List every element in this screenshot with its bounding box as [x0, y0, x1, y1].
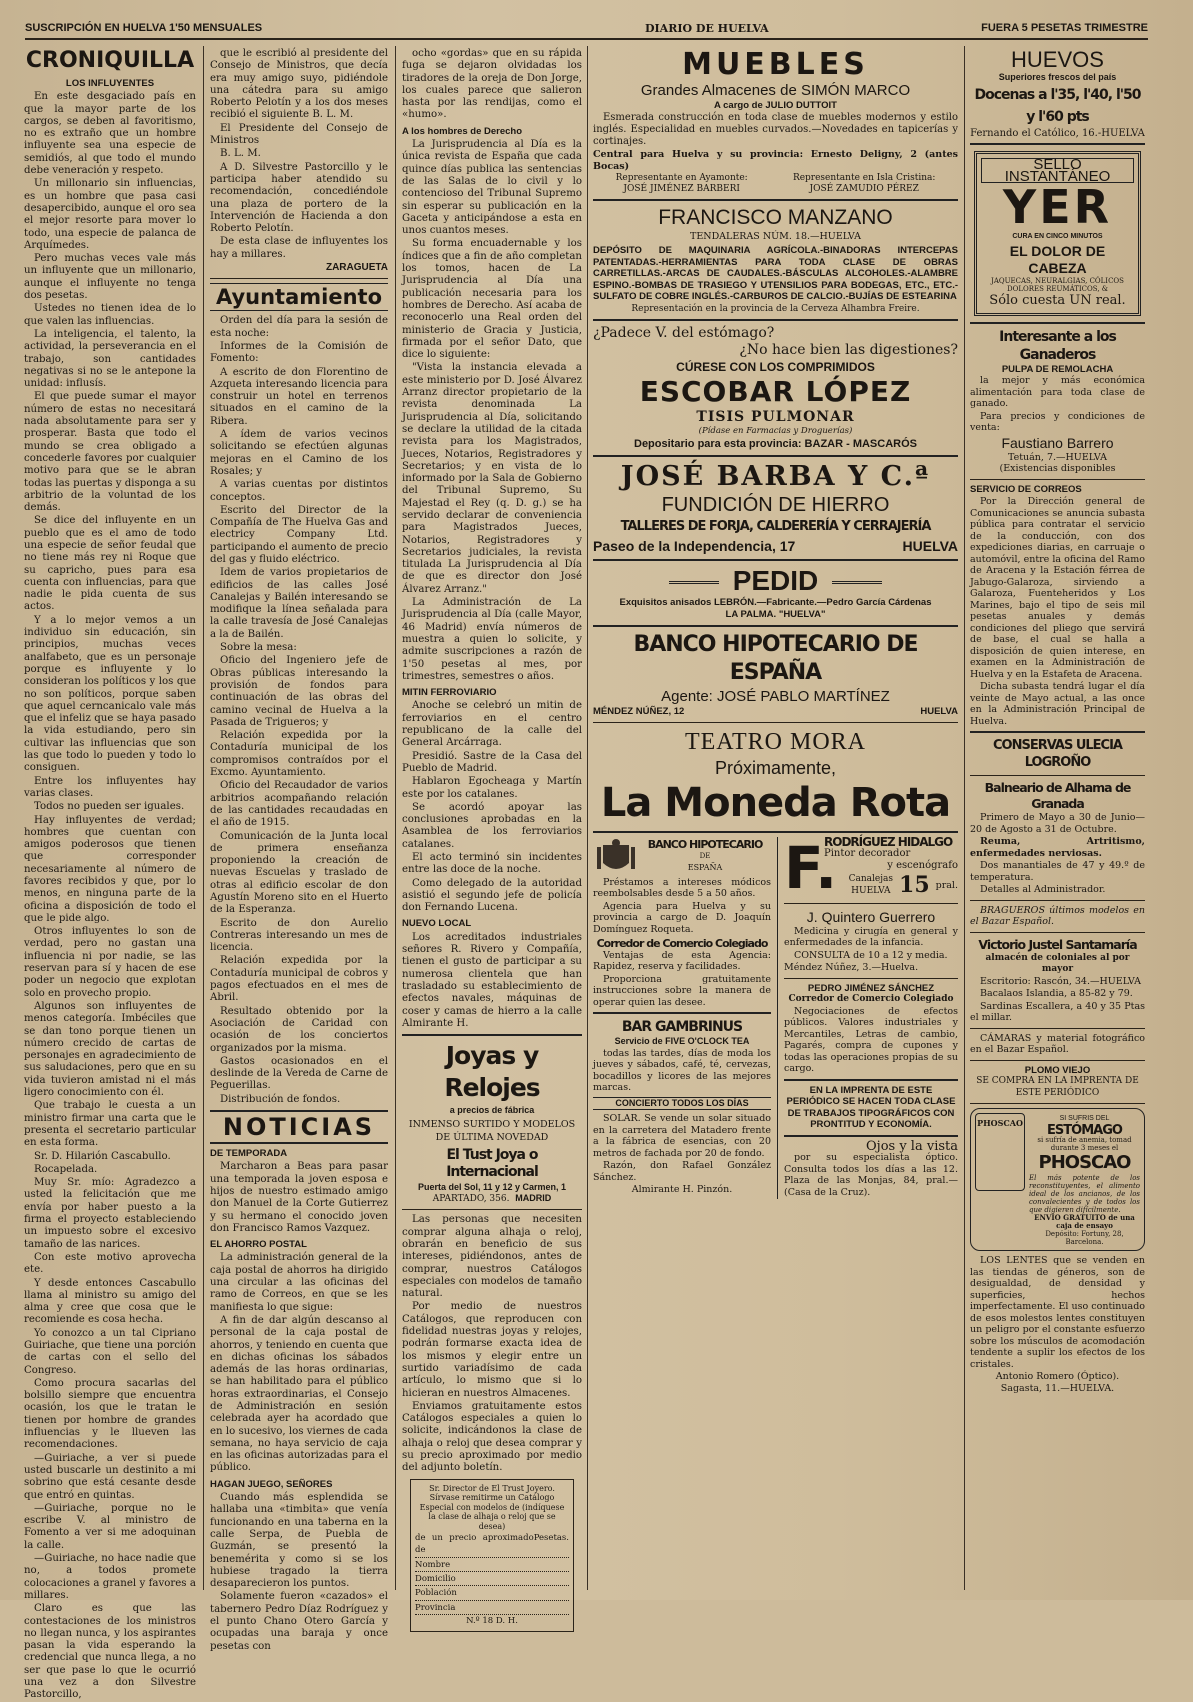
jimenez-text: Negociaciones de efectos públicos. Valores industriales y Mercantiles, Letras de cambio, Pagarés, compra de cupones y todas las operaciones propias de su cargo.: [784, 1005, 958, 1074]
yer-title: YER: [1002, 180, 1113, 234]
paragraph: A D. Silvestre Pastorcillo y le participa haber atendido su recomendación, concediéndole una plaza de portero de la Intervención de Hacienda a don Roberto Pelotín.: [210, 161, 388, 235]
justel-title: Victorio Justel Santamaría: [978, 936, 1137, 952]
divider: [402, 1034, 582, 1036]
rodriguez-text-block: [824, 834, 958, 899]
divider: [402, 1209, 582, 1210]
form-intro: Sr. Director de El Trust Joyero. Sírvase remitirme un Catálogo Especial con modelos de (indíquese la clase de alhaja o reloj que se desea): [419, 1483, 565, 1531]
rodriguez-title: RODRÍGUEZ HIDALGO: [824, 834, 953, 849]
corredor-title: Corredor de Comercio Colegiado: [596, 937, 768, 950]
paragraph: Oficio del Ingeniero jefe de Obras públicas interesando la provisión de fondos para continuación de las obras del camino vecinal de Huelva a la Pasada de Trigueros; y: [210, 655, 388, 728]
muebles-store: Grandes Almacenes de SIMÓN MARCO: [640, 82, 911, 99]
muebles-cargo: A cargo de JULIO DUTTOIT: [714, 100, 837, 111]
paragraph: Se dice del influyente en un pueblo que es el amo de todo una especie de señor feudal que no tiene más rey ni Roque que su capricho, pues para esa cuenta con influencias, para que nadie le pida cuenta de sus actos.: [24, 515, 196, 613]
form-label: Nombre: [415, 1559, 451, 1570]
rep-title: Representante en Ayamonte:: [615, 173, 748, 183]
yer-cura: CURA EN CINCO MINUTOS: [1012, 233, 1103, 240]
paragraph: Como delegado de la autoridad asistió el segundo jefe de policía don Fernando Lucena.: [402, 877, 582, 914]
ganaderos-text: la mejor y más económica alimentación para toda clase de ganado.: [970, 375, 1145, 409]
paragraph: La Jurisprudencia al Día es la única revista de España que cada quince días publica las sentencias de las Salas de lo civil y lo contencioso del Tribunal Supremo sin esperar su publicación en la Gaceta y anticipándose a esta en unos cuantos meses.: [402, 139, 582, 237]
paragraph: B. L. M.: [220, 148, 261, 160]
paragraph: Gastos ocasionados en el deslinde de la Vereda de Carne de Peguerillas.: [210, 1055, 388, 1092]
banco-address: MÉNDEZ NÚÑEZ, 12: [593, 705, 685, 717]
header-right: FUERA 5 PESETAS TRIMESTRE: [981, 22, 1148, 34]
paragraph: Algunos son influyentes de menos categoría. Imbéciles que se dan tono porque tienen un número crecido de cartas de personajes en agradecimiento de sus saludaciones, pero que en su vida tuvieron amistad ni el más ligero conocimiento con él.: [24, 1000, 196, 1099]
news-body: [210, 1492, 388, 1653]
local-text: Los acreditados industriales señores R. Rivero y Compañía, tienen el gusto de participar a su numerosa clientela que han trasladado su establecimiento de efectos navales, máquinas de coser y camas de hierro a la calle Almirante H.: [402, 931, 582, 1029]
divider: [593, 625, 958, 627]
quintero-address: Méndez Núñez, 3.—Huelva.: [784, 962, 919, 973]
ayuntamiento-title: Ayuntamiento: [210, 283, 388, 311]
divider: [970, 1103, 1145, 1104]
corredor-text: Ventajas de esta Agencia: Rapidez, reserva y facilidades.: [593, 949, 771, 972]
divider: [784, 903, 958, 904]
column-croniquilla: [24, 48, 196, 1701]
rep-name: JOSÉ ZAMUDIO PÉREZ: [809, 184, 919, 194]
escobar-subtitle: TISIS PULMONAR: [696, 408, 855, 425]
rep-name: JOSÉ JIMÉNEZ BARBERI: [623, 184, 740, 194]
paragraph: La Administración de La Jurisprudencia al Día (calle Mayor, 46 Madrid) envía números de muestra a quien lo solicite, y admite suscripciones a razón de 1'50 pesetas al mes, por trimestres, semestres o años.: [402, 597, 582, 682]
paragraph: La inteligencia, el talento, la actividad, la perseverancia en el trabajo, son cantidades negativas si no se le antepone la unidad: influsís.: [24, 328, 196, 390]
paragraph: A ídem de varios vecinos solicitando se efectúen algunas mejoras en el Camino de los Rosales; y: [210, 429, 388, 477]
rodriguez-sub: Pintor decorador: [824, 848, 911, 859]
escobar-cure: CÚRESE CON LOS COMPRIMIDOS: [676, 359, 875, 374]
banco-title: BANCO HIPOTECARIO DE ESPAÑA: [633, 631, 918, 685]
column-rule: [395, 46, 396, 1590]
paragraph: Por la Dirección general de Comunicaciones se anuncia subasta pública para contratar el servicio de la conducción, con dos expediciones diarias, en carruaje o automóvil, entre la oficina del Ramo de Aracena y la Estación férrea de Jabugo-Galaroza, sirviendo a Galaroza, Fuenteheridos y Los Marines, bajo el tipo de seis mil pesetas anuales y demás condiciones del pliego que servirá de base, el cual se halla a disposición de quien interese, en examen en la Administración de Huelva y en la Estafeta de Aracena.: [970, 496, 1145, 680]
paragraph: Su forma encuadernable y los índices que a fin de año completan los tomos, hacen de La Jurisprudencia al Día una publicación necesaria para los hombres de Derecho. Así acaba de reconocerlo una Real orden del ministerio de Gracia y Justicia, firmada por el señor Dato, que dice lo siguiente:: [402, 238, 582, 361]
lentes-text: LOS LENTES que se venden en las tiendas de géneros, son de desigualdad, de densidad y superficies, hechos imperfectamente. El uso continuado de esos molestos lentes constituyen un peligro por el constante esfuerzo sobre los músculos de acomodación tendente a suplir los efectos de los cristales.: [970, 1255, 1145, 1370]
correos-heading: SERVICIO DE CORREOS: [970, 483, 1082, 495]
bragueros-text: BRAGUEROS últimos modelos en el Bazar Español.: [970, 904, 1145, 927]
paragraph: Resultado obtenido por la Asociación de Caridad con ocasión de los conciertos organizados por la misma.: [210, 1005, 388, 1054]
rep-ayamonte: [616, 173, 748, 195]
phoscao-package-icon: [975, 1113, 1025, 1191]
huevos-address: Fernando el Católico, 16.-HUELVA: [970, 127, 1145, 139]
ganaderos-subtitle: PULPA DE REMOLACHA: [1001, 363, 1114, 375]
divider: [784, 1079, 958, 1081]
divider: [970, 479, 1145, 480]
justel-text-2: Bacalaos Islandia, a 85-82 y 79.: [980, 988, 1133, 999]
banco2-de: DE: [699, 851, 711, 860]
banco2-country: ESPAÑA: [687, 863, 723, 873]
paragraph: Pero muchas veces vale más un influyente que un millonario, aunque el influyente no tenga dos pesetas.: [24, 253, 196, 302]
croniquilla-continuation: [210, 48, 388, 261]
muebles-text: Esmerada construcción en toda clase de muebles modernos y estilo inglés. Especialidad en muebles curvados.—Novedades en tapicerías y cortinajes.: [593, 112, 958, 147]
section-heading: NUEVO LOCAL: [402, 918, 472, 930]
rodriguez-address-block: [849, 874, 893, 897]
ganaderos-title: Interesante a los Ganaderos: [999, 328, 1116, 363]
paragraph: Sobre la mesa:: [220, 642, 297, 654]
paragraph: El que puede sumar el mayor número de estas no necesitará nada absolutamente para ser y prosperar. Basta que todo el mundo se crea obligado a concederle favores por cualquier motivo para que se le abran todas las puertas y disponga a su arbitrio de la voluntad de los demás.: [24, 391, 196, 514]
news-heading: HAGAN JUEGO, SEÑORES: [210, 1478, 333, 1490]
paragraph: Que trabajo le cuesta a un ministro firmar una carta que le presenta el secretario particular en esta forma.: [24, 1100, 196, 1149]
form-label: Provincia: [415, 1602, 456, 1613]
plomo-text: SE COMPRA EN LA IMPRENTA DE ESTE PERIÓDICO: [976, 1076, 1139, 1098]
vista-title: Ojos y la vista: [866, 1138, 958, 1154]
column-ads: [593, 48, 958, 1592]
quintero-text-2: CONSULTA de 10 a 12 y media.: [794, 949, 948, 961]
rep-title: Representante en Isla Cristina:: [792, 173, 936, 183]
yer-detail: JAQUECAS, NEURALGIAS, CÓLICOS DOLORES REUMÁTICOS, &: [991, 276, 1124, 293]
divider: [970, 322, 1145, 324]
huevos-price: Docenas a l'35, l'40, l'50 y l'60 pts: [974, 86, 1141, 125]
barba-subtitle-2: TALLERES DE FORJA, CALDERERÍA Y CERRAJERÍA: [620, 518, 931, 534]
ads-lower-grid: [593, 833, 958, 1200]
bar-subtitle: Servicio de FIVE O'CLOCK TEA: [614, 1036, 750, 1046]
signature: ZARAGUETA: [325, 262, 388, 274]
lentes-address: Sagasta, 11.—HUELVA.: [1000, 1382, 1115, 1394]
noticias-title: NOTICIAS: [210, 1110, 388, 1144]
barba-subtitle: FUNDICIÓN DE HIERRO: [661, 493, 890, 516]
news-text: Marcharon a Beas para pasar una temporada la joven esposa e hijos de nuestro estimado amigo don Manuel de la Corte Gutierrez y su hermano el conocido joven don Francisco Ramos Vazquez.: [210, 1161, 388, 1234]
quintero-text: Medicina y cirugía en general y enfermedades de la infancia.: [784, 925, 958, 948]
rodriguez-letter: F.: [784, 833, 838, 902]
coat-of-arms-icon: [593, 837, 639, 877]
phoscao-envio: ENVÍO GRATUITO de una caja de ensayo: [1034, 1213, 1135, 1230]
camaras-text: CÁMARAS y material fotográfico en el Bazar Español.: [970, 1032, 1145, 1055]
phoscao-package-label: PHOSCAO: [977, 1118, 1023, 1128]
rodriguez-number: 15: [899, 871, 930, 898]
manzano-rep: Representación en la provincia de la Cerveza Alhambra Freire.: [631, 303, 920, 314]
mitin-body: [402, 700, 582, 914]
teatro-play: La Moneda Rota: [600, 779, 951, 826]
form-number: N.º 18 D. H.: [466, 1615, 518, 1626]
joyas-store: El Tust Joya o Internacional: [446, 1147, 538, 1181]
paragraph: Un millonario sin influencias, es un hombre que pasa casi desapercibido, aunque el oro sea el mejor resorte para mover lo todo, una especie de palanca de Arquímedes.: [24, 178, 196, 251]
manzano-text: DEPÓSITO DE MAQUINARIA AGRÍCOLA.-BINADORAS INTERCEPAS PATENTADAS.-HERRAMIENTAS PARA TODA CLASE DE OBRAS CARRETILLAS.-ARCAS DE CAUDALES.-BÁSCULAS ALCOHOLES.-ALAMBRE ESPINO.-BOMBAS DE TRASIEGO Y UTENSILIOS PARA BODEGAS, ETC., ETC.-SULFATO DE COBRE INGLÉS.-CARBUROS DE CALCIO.-BUJÍAS DE ESTEARINA: [593, 245, 958, 302]
alhama-text-3: Dos manantiales de 47 y 49.º de temperatura.: [970, 860, 1145, 883]
paragraph: Se acordó apoyar las conclusiones aprobadas en la Asamblea de los ferroviarios catalanes.: [402, 801, 582, 850]
news-continuation: [402, 48, 582, 122]
paragraph: Solamente fueron «cazados» el tabernero Pedro Díaz Rodríguez y el punto Chano Otero García y ocupadas una baraja y once pesetas con: [210, 1591, 388, 1652]
column-rule: [203, 46, 204, 1590]
divider: [970, 1060, 1145, 1061]
rep-isla-cristina: [793, 173, 935, 195]
divider: [593, 722, 958, 723]
croniquilla-subtitle: LOS INFLUYENTES: [65, 78, 155, 89]
rodriguez-pral: pral.: [935, 879, 958, 891]
paragraph: Orden del día para la sesión de esta noche:: [210, 315, 388, 339]
corredor-text-2: Proporciona gratuitamente instrucciones sobre la manera de operar quien las desee.: [593, 973, 771, 1008]
divider: [593, 319, 958, 321]
form-field-price[interactable]: [415, 1532, 569, 1558]
paragraph: Relación expedida por la Contaduría municipal de los compromisos contraídos por el Excmo. Ayuntamiento.: [210, 730, 388, 779]
paragraph: Informes de la Comisión de Fomento:: [210, 340, 388, 365]
phoscao-top: SI SUFRIS DEL: [1059, 1115, 1110, 1122]
divider: [970, 775, 1145, 776]
paragraph: Con este motivo aprovecha ete.: [24, 1251, 196, 1276]
joyas-title: Joyas y Relojes: [444, 1041, 540, 1103]
croniquilla-title: CRONIQUILLA: [25, 48, 195, 73]
pedid-rule-left: [669, 581, 719, 584]
bar-concierto: CONCIERTO TODOS LOS DÍAS: [593, 1097, 771, 1111]
column-right-ads: [970, 48, 1145, 1592]
paragraph: ocho «gordas» que en su rápida fuga se dejaron olvidadas los tiradores de la oreja de Don Jorge, los cuales parece que salieron hasta por las rendijas, como el «humo».: [402, 48, 582, 121]
paragraph: Y desde entonces Cascabullo llama al ministro su amigo del alma y cree que cosa que le recomiende es cosa hecha.: [24, 1277, 196, 1326]
paragraph: —Guiriache, porque no le escribe V. al ministro de Fomento a ver si me adoquinan la calle.: [24, 1502, 196, 1551]
alhama-text-2: Reuma, Artritismo, enfermedades nerviosas.: [970, 836, 1145, 859]
paragraph: Enviamos gratuitamente estos Catálogos especiales a quien lo solicite, indicándonos la clase de alhaja o reloj que desea comprar y su precio aproximado por medio del adjunto boletín.: [402, 1400, 582, 1474]
paragraph: que le escribió al presidente del Consejo de Ministros, que decía era muy amigo suyo, pidiéndole una cátedra para su amigo Roberto Pelotín y a los dos meses recibió el siguiente B. L. M.: [210, 48, 388, 121]
header-left: SUSCRIPCIÓN EN HUELVA 1'50 MENSUALES: [25, 22, 263, 34]
divider: [593, 831, 958, 833]
phoscao-address: Depósito: Fortuny, 28, Barcelona.: [1045, 1230, 1124, 1246]
paragraph: A escrito de don Florentino de Azqueta interesando licencia para construir un hotel en terrenos situados en el camino de la Ribera.: [210, 366, 388, 427]
ads-lower-right: [778, 833, 958, 1200]
pedid-title-text: PEDID: [732, 564, 819, 596]
escobar-question-2: ¿No hace bien las digestiones?: [739, 341, 958, 358]
huevos-subtitle: Superiores frescos del país: [998, 72, 1117, 82]
header-center: DIARIO DE HUELVA: [645, 22, 769, 35]
divider: [210, 278, 388, 279]
paragraph: Otros influyentes lo son de verdad, pero no gastan una influencia ni por nadie, se las reservan para sí y hacen de ese poder un negocio que explotan solo en provecho propio.: [24, 926, 196, 999]
yer-top: SELLO INSTANTÁNEO: [981, 158, 1134, 183]
justel-subtitle: almacén de coloniales al por mayor: [985, 952, 1130, 974]
manzano-title: FRANCISCO MANZANO: [658, 206, 893, 229]
column-derecho: [402, 48, 582, 1626]
paragraph: Distribución de fondos.: [220, 1093, 341, 1105]
paragraph: Hay influyentes de verdad; hombres que cuentan con amigos poderosos que tienen que corresponder necesariamente al número de favores recibidos y que, por lo menos, en ninguna parte de la oficina a disposición de todo el que le pide algo.: [24, 814, 196, 924]
barba-address: Paseo de la Independencia, 17: [593, 537, 796, 554]
escobar-depositario: Depositario para esta provincia: BAZAR - MASCARÓS: [634, 437, 917, 450]
paragraph: —Guiriache, no hace nadie que no, a todos promete colocaciones a granel y favores a millares.: [24, 1553, 196, 1601]
paragraph: Dicha subasta tendrá lugar el día veinte de Mayo actual, a las once en la Administración Principal de Huelva.: [970, 681, 1145, 727]
divider: [784, 978, 958, 979]
divider: [970, 731, 1145, 733]
rodriguez-city: HUELVA: [851, 885, 891, 896]
phoscao-sub: si sufría de anemia, tomad durante 3 meses el: [1037, 1136, 1132, 1152]
divider: [593, 455, 958, 457]
paragraph: Escrito de don Aurelio Contreras interesando un mes de licencia.: [210, 917, 388, 954]
bar-text: todas las tardes, días de moda los jueves y sábados, café, té, cervezas, bocadillos y licores de las mejores marcas.: [593, 1047, 771, 1093]
ganaderos-text-2: Para precios y condiciones de venta:: [970, 410, 1145, 433]
paragraph: Anoche se celebró un mitin de ferroviarios en el centro republicano de la calle del General Arcárraga.: [402, 700, 582, 749]
paragraph: La administración general de la caja postal de ahorros ha dirigido una circular a las oficinas del ramo de Correos, en que se les manifiesta lo que sigue:: [210, 1252, 388, 1313]
paragraph: Por medio de nuestros Catálogos, que reproducen con fidelidad nuestras joyas y relojes, podrán formarse exacta idea de los mismos y elegir entre un surtido variadísimo de cada artículo, lo mismo que si lo hicieran en nuestros Almacenes.: [402, 1301, 582, 1399]
jimenez-title: PEDRO JIMÉNEZ SÁNCHEZ: [807, 982, 935, 994]
banco2-header: [593, 837, 771, 877]
teatro-title: TEATRO MORA: [684, 728, 866, 755]
ads-lower-left: [593, 837, 778, 1200]
pedid-title: [593, 565, 958, 597]
paragraph: Cuando más esplendida se hallaba una «timbita» que venía funcionando en una taberna en la calle Serpa, de Puebla de Guzmán, se presentó la benemérita y como si se los hubiese tragado la tierra desaparecieron los puntos.: [210, 1492, 388, 1590]
paragraph: Sr. D. Hilarión Cascabullo.: [34, 1150, 171, 1162]
alhama-title: Balneario de Alhama de Granada: [984, 780, 1131, 811]
section-heading: A los hombres de Derecho: [402, 125, 523, 137]
banco2-title: BANCO HIPOTECARIO: [647, 838, 763, 852]
form-field-provincia[interactable]: [415, 1602, 569, 1615]
form-label: Domicilio: [415, 1573, 456, 1584]
paragraph: —Guiriache, a ver si puede usted buscarle un destinito a mi sobrino que está cesante desde que entró en quintas.: [24, 1452, 196, 1501]
barba-city: HUELVA: [902, 537, 958, 554]
ayuntamiento-body: [210, 315, 388, 1106]
paragraph: Yo conozco a un tal Cipriano Guiriache, que tiene una porción de cartas con el sello del Congreso.: [24, 1327, 196, 1376]
barba-address-line: [593, 537, 958, 555]
ganaderos-stock: (Existencias disponibles: [999, 463, 1116, 474]
news-body: [210, 1252, 388, 1474]
joyas-line: INMENSO SURTIDO Y MODELOS DE ÚLTIMA NOVEDAD: [408, 1119, 576, 1143]
paragraph: "Vista la instancia elevada a este ministerio por D. José Álvarez Arranz director propietario de la revista denominada La Jurisprudencia al Día, solicitando se declare la utilidad de la citada revista para los Magistrados, Jueces, Notarios, Registradores y Secretarios; y en vista de lo informado por la Sala de Gobierno del Tribunal Supremo, Su Majestad el Rey (q. D. g.) se ha servido declarar de conveniencia para Magistrados Jueces, Notarios, Registradores y Secretarios judiciales, la revista titulada La Jurisprudencia al Día de que es director don José Álvarez Arranz.": [402, 362, 582, 595]
muebles-title: MUEBLES: [682, 47, 869, 82]
form-unit: Pesetas.: [533, 1533, 569, 1544]
paragraph: Escrito del Director de la Compañía de The Huelva Gas and electricy Company Ltd. participando el aumento de precio del gas y fluido eléctrico.: [210, 504, 389, 565]
quintero-title: J. Quintero Guerrero: [806, 908, 936, 925]
phoscao-name: PHOSCAO: [1038, 1152, 1131, 1173]
yer-subtitle: EL DOLOR DE CABEZA: [1009, 242, 1106, 276]
paragraph: A varias cuentas por distintos conceptos.: [210, 479, 388, 503]
paragraph: Idem de varios propietarios de edificios de las calles José Canalejas y Bailén interesando se modifique la línea señalada para la calle travesía de José Canalejas a la de Bailén.: [210, 567, 388, 640]
phoscao-estomago: ESTÓMAGO: [1047, 1122, 1122, 1138]
phoscao-ad: [970, 1108, 1145, 1251]
masthead-bar: [25, 22, 1148, 40]
derecho-body: [402, 139, 582, 683]
banco2-text: Préstamos a intereses módicos reembolsables desde 5 a 50 años.: [593, 876, 771, 899]
jimenez-sub: Corredor de Comercio Colegiado: [788, 994, 954, 1004]
bar-title: BAR GAMBRINUS: [621, 1019, 743, 1035]
divider: [593, 1012, 771, 1014]
news-heading: EL AHORRO POSTAL: [210, 1239, 307, 1251]
paragraph: Entre los influyentes hay varias clases.: [24, 775, 196, 799]
solar-razon: Razón, don Rafael González Sánchez.: [593, 1160, 771, 1183]
banco2-agency: Agencia para Huelva y su provincia a cargo de D. Joaquín Domínguez Roqueta.: [593, 900, 771, 935]
banco2-title-block: [639, 839, 771, 874]
joyas-apartado-text: APARTADO, 356.: [432, 1194, 510, 1205]
section-heading: MITIN FERROVIARIO: [402, 687, 497, 699]
paragraph: Las personas que necesiten comprar alguna alhaja o reloj, obrarán en beneficio de sus intereses, pidiéndonos, antes de comprar, nuestros Catálogos especiales con modelos de tamaño natural.: [402, 1214, 582, 1300]
paragraph: De esta clase de influyentes los hay a millares.: [210, 236, 388, 260]
lentes-name: Antonio Romero (Óptico).: [995, 1371, 1120, 1382]
conservas-title: CONSERVAS ULECIA LOGROÑO: [992, 738, 1122, 770]
teatro-prox: Próximamente,: [714, 757, 837, 778]
pedid-city: LA PALMA. "HUELVA": [725, 608, 826, 620]
divider: [970, 900, 1145, 901]
form-field-poblacion[interactable]: [415, 1587, 569, 1600]
pedid-text: Exquisitos anisados LEBRÓN.—Fabricante.—Pedro García Cárdenas: [619, 596, 932, 608]
form-label: Población: [415, 1588, 457, 1599]
paragraph: Presidió. Sastre de la Casa del Pueblo de Madrid.: [402, 750, 582, 774]
solar-address: Almirante H. Pinzón.: [631, 1184, 733, 1195]
phoscao-text-block: [1029, 1113, 1140, 1246]
joyas-apartado: [402, 1193, 582, 1205]
vista-text: por su especialista óptico. Consulta todos los días a las 12. Plaza de las Monjas, 84, pral.—(Casa de la Cruz).: [784, 1152, 958, 1198]
muebles-representatives: [593, 173, 958, 195]
paragraph: Oficio del Recaudador de varios arbitrios acompañando relación de las cantidades recaudadas en el año de 1915.: [210, 780, 388, 829]
alhama-text-4: Detalles al Administrador.: [980, 884, 1106, 895]
ganaderos-address: Tetuán, 7.—HUELVA: [1007, 451, 1108, 463]
phoscao-text: El más potente de los reconstituyentes, el alimento ideal de los ancianos, de los convalecientes y de todos los que digieren difícilmente.: [1029, 1174, 1140, 1214]
muebles-central: Central para Huelva y su provincia: Ernesto Deligny, 2 (antes Bocas): [593, 149, 958, 172]
column-rule: [964, 46, 965, 1590]
solar-text: SOLAR. Se vende un solar situado en la carretera del Matadero frente a la fábrica de esencias, con 20 metros de fachada por 20 de fondo.: [593, 1113, 771, 1159]
paragraph: El acto terminó sin incidentes entre las doce de la noche.: [402, 852, 582, 876]
barba-title: JOSÉ BARBA Y C.ª: [620, 460, 931, 492]
paragraph: Rocapelada.: [34, 1163, 98, 1175]
paragraph: En este desgaciado país en que la mayor parte de los cargos, se deben al favoritismo, no es extraño que un hombre influyente sea una especie de semidiós, al que todo el mundo debe veneración y respeto.: [24, 91, 196, 177]
rodriguez-address-line: [824, 871, 958, 898]
banco-address-line: [593, 706, 958, 718]
paragraph: Relación expedida por la Contaduría municipal de cobros y pagos efectuados en el mes de Abril.: [210, 955, 388, 1004]
croniquilla-body: [24, 91, 196, 1701]
rodriguez-ad: [784, 833, 958, 902]
rodriguez-address: Canalejas: [848, 874, 894, 884]
joyas-city: MADRID: [515, 1193, 552, 1204]
escobar-question-1: ¿Padece V. del estómago?: [593, 324, 775, 341]
divider: [593, 559, 958, 561]
form-field-name[interactable]: [415, 1559, 569, 1572]
paragraph: Y a lo mejor vemos a un individuo sin educación, sin principios, muchas veces analfabeto, que es un personaje porque es influyente y lo consideran los políticos y los que no son políticos, porque saben que aquel cerncanicalo vale más que el infeliz que se haya pasado la vida estudiando, pero sin cultivar las influencias que son las que todo lo pueden y todo lo consiguen.: [24, 614, 196, 774]
paragraph: Muy Sr. mío: Agradezco a usted la felicitación que me envía por haber puesto a la firma el proyecto estableciendo un impuesto sobre el excesivo tamaño de las narices.: [24, 1177, 196, 1250]
divider: [970, 143, 1145, 145]
column-ayuntamiento: [210, 48, 389, 1652]
divider: [970, 932, 1145, 933]
divider: [784, 1135, 958, 1137]
paragraph: Como procura sacarlas del bolsillo siempre que encuentra ocasión, los que le tratan le tienen por hombre de grandes influencias y le llueven las recomendaciones.: [24, 1377, 196, 1451]
rodriguez-sub-2: y escenógrafo: [887, 859, 958, 871]
paragraph: Ustedes no tienen idea de lo que valen las influencias.: [24, 303, 196, 327]
pedid-rule-right: [832, 581, 882, 584]
plomo-title: PLOMO VIEJO: [1024, 1064, 1091, 1076]
paragraph: Todos no pueden ser iguales.: [34, 801, 185, 813]
manzano-address: TENDALERAS NÚM. 18.—HUELVA: [689, 231, 862, 242]
imprenta-text: EN LA IMPRENTA DE ESTE PERIÓDICO SE HACEN TODA CLASE DE TRABAJOS TIPOGRÁFICOS CON PRONTITUD Y ECONOMÍA.: [786, 1084, 956, 1130]
paragraph: Comunicación de la Junta local de primera enseñanza proponiendo la creación de nuevas Escuelas y traslado de otras al edificio escolar de don Agustín Moreno sito en el Huerto de la Esperanza.: [210, 830, 388, 916]
yer-price: Sólo cuesta UN real.: [989, 292, 1126, 308]
paragraph: El Presidente del Consejo de Ministros: [210, 122, 388, 147]
form-label: de un precio aproximado de: [415, 1533, 534, 1556]
paragraph: A fin de dar algún descanso al personal de la caja postal de ahorros, y teniendo en cuenta que en dichas oficinas los sábados además de las horas ordinarias, se han habilitado para el público horas extraordinarias, el Consejo de Administración en sesión celebrada ayer ha acordado que en lo sucesivo, los viernes de cada semana, no haya servicio de caja en las oficinas autorizadas para el público.: [210, 1314, 388, 1474]
paragraph: Claro es que las contestaciones de los ministros no llegan nunca, y los aspirantes pasan la vida esperando la credencial que nunca llega, a no ser que pase lo que le ocurrió una vez a don Silvestre Pastorcillo,: [24, 1603, 196, 1701]
order-form: [410, 1479, 574, 1632]
joyas-body: [402, 1214, 582, 1474]
justel-text: Escritorio: Rascón, 34.—HUELVA: [980, 975, 1141, 987]
banco-city: HUELVA: [920, 705, 958, 717]
correos-body: [970, 496, 1145, 727]
divider: [970, 1028, 1145, 1029]
column-rule: [587, 46, 588, 1590]
yer-ad: [974, 151, 1141, 316]
joyas-address: Puerta del Sol, 11 y 12 y Carmen, 1: [417, 1182, 567, 1193]
justel-text-3: Sardinas Escallera, a 40 y 35 Ptas el millar.: [970, 1000, 1145, 1023]
banco-agent: Agente: JOSÉ PABLO MARTÍNEZ: [661, 687, 890, 705]
ganaderos-name: Faustiano Barrero: [1001, 434, 1114, 451]
alhama-text: Primero de Mayo a 30 de Junio—20 de Agosto a 31 de Octubre.: [970, 812, 1145, 835]
huevos-title: HUEVOS: [1011, 47, 1104, 72]
escobar-title: ESCOBAR LÓPEZ: [639, 374, 912, 408]
divider: [593, 199, 958, 201]
escobar-pidase: (Pídase en Farmacias y Droguerías): [698, 425, 853, 436]
form-field-domicilio[interactable]: [415, 1573, 569, 1586]
joyas-subtitle: a precios de fábrica: [449, 1105, 535, 1116]
news-heading: DE TEMPORADA: [210, 1148, 288, 1160]
paragraph: Hablaron Egocheaga y Martín este por los catalanes.: [402, 776, 582, 800]
